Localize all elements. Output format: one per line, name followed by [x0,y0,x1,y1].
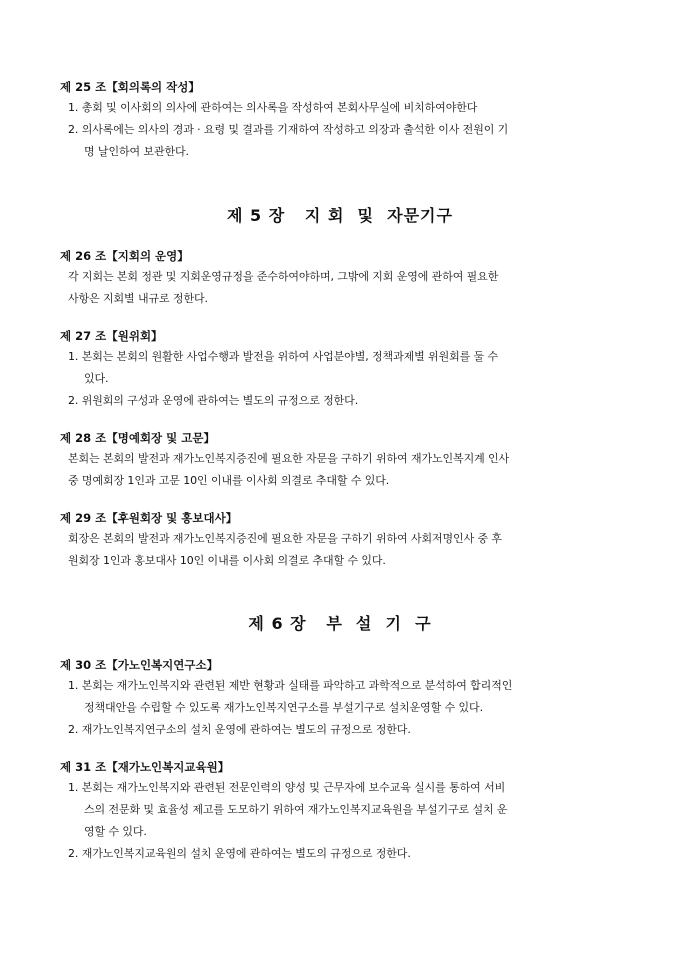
article-30-line-1: 1. 본회는 재가노인복지와 관련된 제반 현황과 실태를 파악하고 과학적으로 분석하여 합리적인 [68,679,513,692]
article-25-line-3: 명 날인하여 보관한다. [84,145,189,158]
article-25-line-1: 1. 총회 및 이사회의 의사에 관하여는 의사록을 작성하여 본회사무실에 비치하여야한다 [68,101,478,114]
article-29-line-1: 회장은 본회의 발전과 재가노인복지증진에 필요한 자문을 구하기 위하여 사회저명인사 중 후 [68,532,502,545]
article-29-title: 제 29 조【후원회장 및 홍보대사】 [60,511,238,525]
article-26-line-2: 사항은 지회별 내규로 정한다. [68,292,208,305]
article-29-line-2: 원회장 1인과 홍보대사 10인 이내를 이사회 의결로 추대할 수 있다. [68,554,386,567]
article-27-line-1: 1. 본회는 본회의 원활한 사업수행과 발전을 위하여 사업분야별, 정책과제별 위원회를 둘 수 [68,350,498,363]
chapter-6-heading: 제 6 장 부 설 기 구 [248,614,432,633]
article-28-line-2: 중 명예회장 1인과 고문 10인 이내를 이사회 의결로 추대할 수 있다. [68,474,390,487]
article-26-title: 제 26 조【지회의 운영】 [60,249,189,263]
article-27-title: 제 27 조【원위회】 [60,329,163,343]
article-25-title: 제 25 조【회의록의 작성】 [60,80,200,94]
article-26-line-1: 각 지회는 본회 정관 및 지회운영규정을 준수하여야하며, 그밖에 지회 운영에 관하여 필요한 [68,270,499,283]
article-27-line-2: 있다. [84,372,109,385]
article-28-line-1: 본회는 본회의 발전과 재가노인복지증진에 필요한 자문을 구하기 위하여 재가노인복지계 인사 [68,452,510,465]
article-27-line-3: 2. 위원회의 구성과 운영에 관하여는 별도의 규정으로 정한다. [68,394,359,407]
article-28-title: 제 28 조【명예회장 및 고문】 [60,431,215,445]
article-25-line-2: 2. 의사록에는 의사의 경과 · 요령 및 결과를 기재하여 작성하고 의장과 출석한 이사 전원이 기 [68,123,509,136]
article-30-line-3: 2. 재가노인복지연구소의 설치 운영에 관하여는 별도의 규정으로 정한다. [68,723,411,736]
article-31-line-4: 2. 재가노인복지교육원의 설치 운영에 관하여는 별도의 규정으로 정한다. [68,847,411,860]
article-31-line-1: 1. 본회는 재가노인복지와 관련된 전문인력의 양성 및 근무자에 보수교육 실시를 통하여 서비 [68,781,506,794]
article-31-line-2: 스의 전문화 및 효율성 제고를 도모하기 위하여 재가노인복지교육원을 부설기구로 설치 운 [84,803,508,816]
article-31-line-3: 영할 수 있다. [84,825,147,838]
article-30-line-2: 정책대안을 수립할 수 있도록 재가노인복지연구소를 부설기구로 설치운영할 수 있다. [84,701,483,714]
chapter-5-heading: 제 5 장 지 회 및 자문기구 [227,206,453,225]
article-30-title: 제 30 조【가노인복지연구소】 [60,658,219,672]
article-31-title: 제 31 조【재가노인복지교육원】 [60,760,230,774]
